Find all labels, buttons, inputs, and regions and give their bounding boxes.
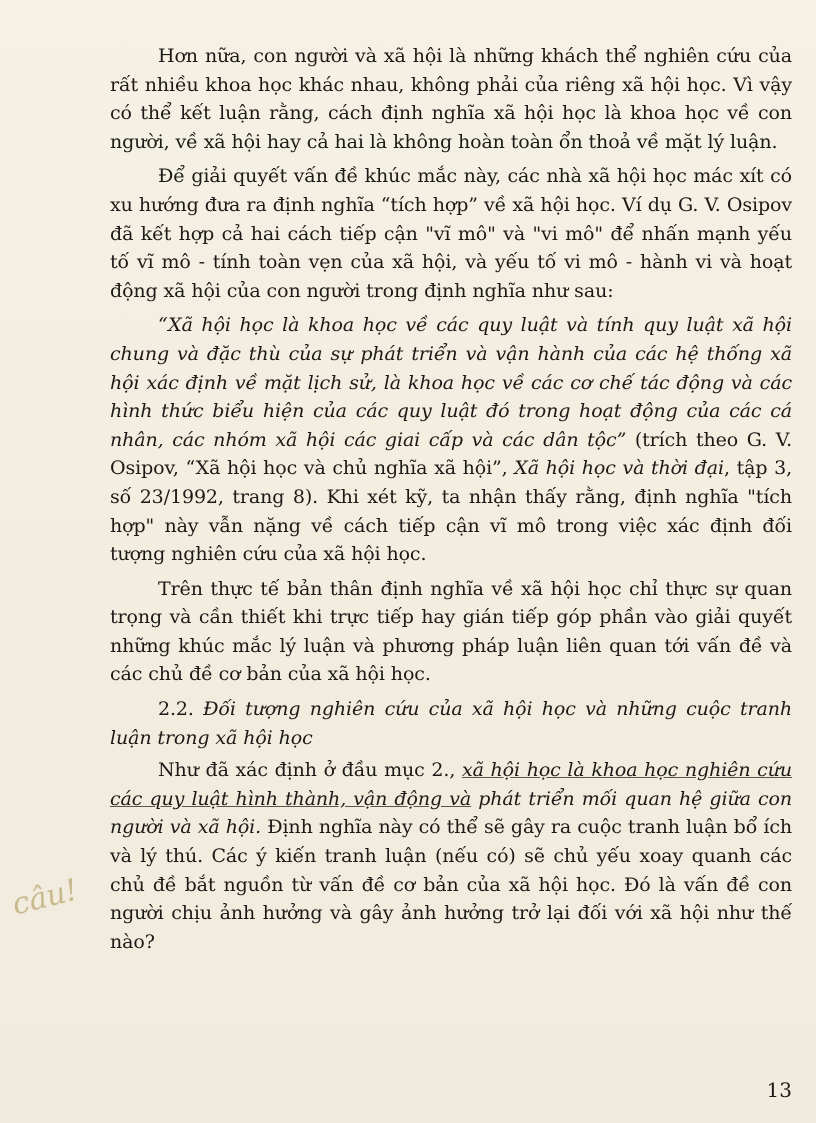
section-number: 2.2. <box>158 698 204 721</box>
paragraph-2: Để giải quyết vấn đề khúc mắc này, các nhà xã hội học mác xít có xu hướng đưa ra định nghĩa “tích hợp” về xã hội học. Ví dụ G. V. Osipov đã kết hợp cả hai cách tiếp cận "vĩ mô" và "vi mô" để nhấn mạnh yếu tố vĩ mô - tính toàn vẹn của xã hội, và yếu tố vi mô - hành vi và hoạt động xã hội của con người trong định nghĩa như sau: <box>110 165 792 302</box>
citation-journal: Xã hội học và thời đại <box>514 457 724 480</box>
quote-text: “Xã hội học là khoa học về các quy luật và tính quy luật xã hội chung và đặc thù của sự phát triển và vận hành của các hệ thống xã hội xác định về mặt lịch sử, là khoa học về các cơ chế tác động và các hình thức biểu hiện của các quy luật đó trong hoạt động của các cá nhân, các nhóm xã hội các giai cấp và các dân tộc” <box>110 314 792 451</box>
page-body <box>110 42 792 962</box>
handwritten-margin-note: câu! <box>8 872 82 923</box>
section-heading <box>110 695 792 752</box>
paragraph-4: Trên thực tế bản thân định nghĩa về xã hội học chỉ thực sự quan trọng và cần thiết khi trực tiếp hay gián tiếp góp phần vào giải quyết những khúc mắc lý luận và phương pháp luận liên quan tới vấn đề và các chủ đề cơ bản của xã hội học. <box>110 577 792 686</box>
paragraph-1: Hơn nữa, con người và xã hội là những khách thể nghiên cứu của rất nhiều khoa học khác nhau, không phải của riêng xã hội học. Vì vậy có thể kết luận rằng, cách định nghĩa xã hội học là khoa học về con người, về xã hội hay cả hai là không hoàn toàn ổn thoả về mặt lý luận. <box>110 45 792 153</box>
citation-text-b: , tập 3, số 23/1992, trang 8). Khi xét kỹ, ta nhận thấy rằng, định nghĩa "tích hợp" này vẫn nặng về cách tiếp cận vĩ mô trong việc xác định đối tượng nghiên cứu của xã hội học. <box>110 457 793 566</box>
paragraph-6-underlined: xã hội học là khoa học nghiên cứu các quy luật hình thành, vận động và <box>110 759 792 810</box>
paragraph-6-italic: phát triển mối quan hệ giữa con người và xã hội. <box>110 787 792 839</box>
paragraph-6 <box>110 756 792 956</box>
section-title: Đối tượng nghiên cứu của xã hội học và những cuộc tranh luận trong xã hội học <box>110 698 792 749</box>
paragraph-6-intro: Như đã xác định ở đầu mục 2., <box>158 759 462 782</box>
paragraph-6-rest: Định nghĩa này có thể sẽ gây ra cuộc tranh luận bổ ích và lý thú. Các ý kiến tranh luận (nếu có) sẽ chủ yếu xoay quanh các chủ đề bắt nguồn từ vấn đề cơ bản của xã hội học. Đó là vấn đề con người chịu ảnh hưởng và gây ảnh hưởng trở lại đối với xã hội như thế nào? <box>110 816 793 953</box>
page-number: 13 <box>766 1078 792 1102</box>
paragraph-quote <box>110 311 792 568</box>
citation-text-a: (trích theo G. V. Osipov, “Xã hội học và chủ nghĩa xã hội”, <box>110 428 793 480</box>
